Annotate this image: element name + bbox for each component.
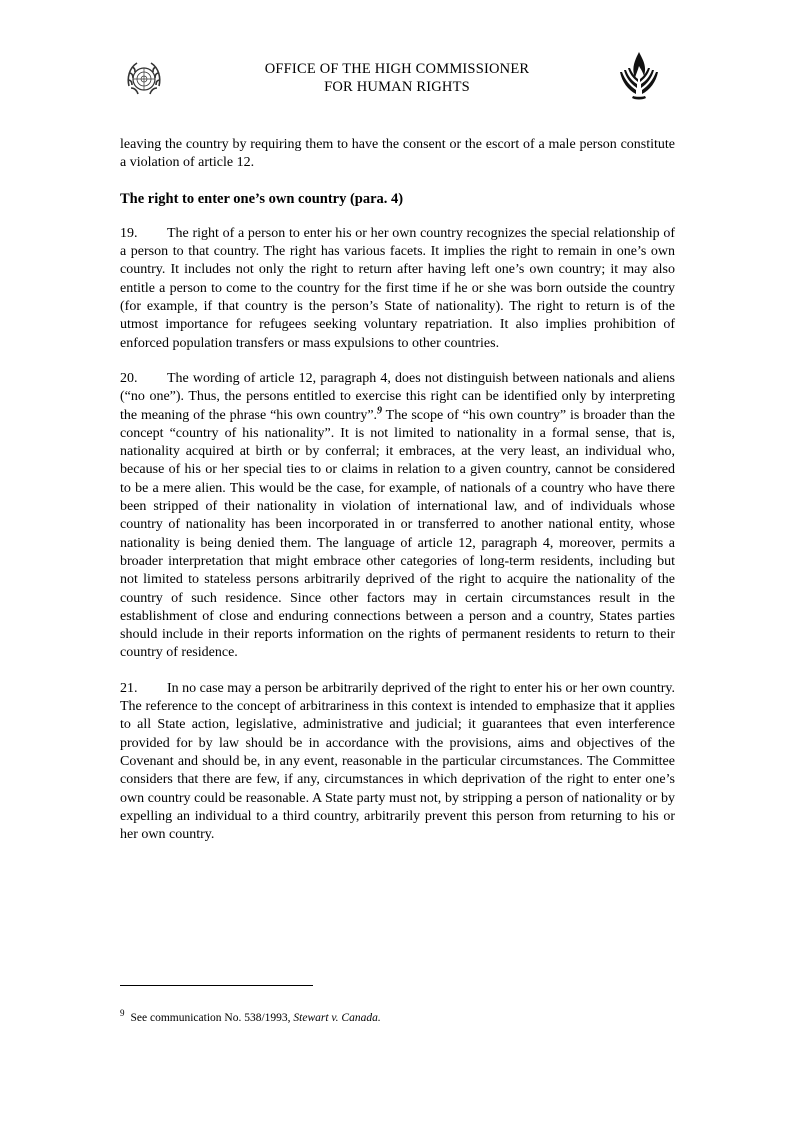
- footnote: [120, 1008, 675, 1025]
- paragraph-number: 21.: [120, 680, 138, 696]
- paragraph-20: [120, 370, 675, 663]
- paragraph-number: 19.: [120, 225, 138, 241]
- paragraph-text-continued: The scope of “his own country” is broader than the concept “country of his nationality”. It is not limited to nationality in a formal sense, that is, nationality acquired at birth or by conferral; it embraces, at the very least, an individual who, because of his or her special ties to or claims in relation to a given country, cannot be considered to be a mere alien. This would be the case, for example, of nationals of a country who have there been stripped of their nationality in violation of international law, and of individuals whose country of nationality has been incorporated in or transferred to another national entity, whose nationality is being denied them. The language of article 12, paragraph 4, moreover, permits a broader interpretation that might embrace other categories of long-term residents, including but not limited to stateless persons arbitrarily deprived of the right to acquire the nationality of the country of such residence. Since other factors may in certain circumstances result in the establishment of close and enduring connections between a person and a country, States parties should include in their reports information on the rights of permanent residents to return to their country of residence.: [120, 407, 675, 661]
- paragraph-text: The right of a person to enter his or her own country recognizes the special relationship of a person to that country. The right has various facets. It implies the right to remain in one’s own country. It includes not only the right to return after having left one’s own country; it may also entitle a person to come to the country for the first time if he or she was born outside the country (for example, if that country is the person’s State of nationality). The right to return is of the utmost importance for refugees seeking voluntary repatriation. It also implies prohibition of enforced population transfers or mass expulsions to other countries.: [120, 225, 675, 351]
- section-heading: The right to enter one’s own country (para. 4): [120, 190, 404, 207]
- office-title-line2: FOR HUMAN RIGHTS: [324, 79, 470, 95]
- document-body: [120, 136, 675, 861]
- paragraph-21: [120, 680, 675, 845]
- footnote-text: See communication No. 538/1993,: [130, 1012, 294, 1024]
- paragraph-text: In no case may a person be arbitrarily deprived of the right to enter his or her own country. The reference to the concept of arbitrariness in this context is intended to emphasize that it applies to all State action, legislative, administrative and judicial; it guarantees that even interference provided for by law should be in accordance with the provisions, aims and objectives of the Covenant and should be, in any event, reasonable in the particular circumstances. The Committee considers that there are few, if any, circumstances in which deprivation of the right to enter one’s own country could be reasonable. A State party must not, by stripping a person of nationality or by expelling an individual to a third country, arbitrarily prevent this person from returning to his or her own country.: [120, 680, 675, 843]
- footnote-reference[interactable]: 9: [377, 404, 383, 416]
- intro-paragraph: leaving the country by requiring them to have the consent or the escort of a male person constitute a violation of article 12.: [120, 137, 675, 171]
- paragraph-text: The wording of article 12, paragraph 4, does not distinguish between nationals and aliens (“no one”). Thus, the persons entitled to exercise this right can be identified only by interpreting the meaning of the phrase “his own country”.: [120, 370, 675, 423]
- office-title-line1: OFFICE OF THE HIGH COMMISSIONER: [264, 61, 530, 77]
- paragraph-number: 20.: [120, 370, 138, 386]
- footnote-case-name: Stewart v. Canada.: [293, 1012, 381, 1024]
- office-title: [0, 60, 794, 96]
- footnote-mark: 9: [120, 1008, 125, 1019]
- paragraph-19: [120, 225, 675, 353]
- footnote-separator: [120, 985, 313, 986]
- page-header: [0, 58, 794, 118]
- ohchr-flame-hands-icon: [614, 48, 664, 104]
